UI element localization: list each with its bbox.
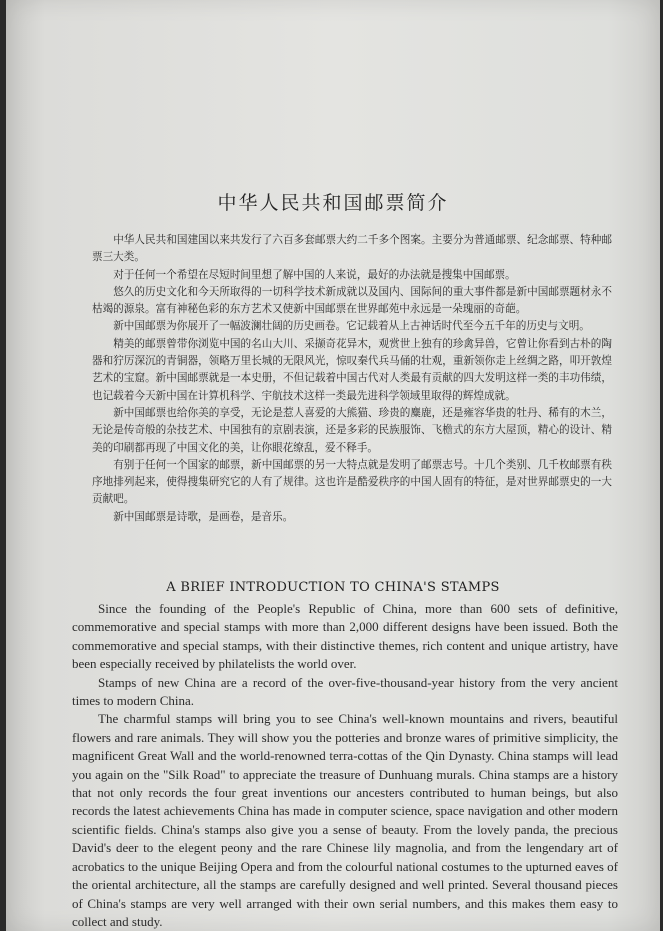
chinese-title: 中华人民共和国邮票简介 xyxy=(217,192,449,214)
en-paragraph-2: Stamps of new China are a record of the over-five-thousand-year history from the very ancient times to modern China. xyxy=(72,674,618,709)
zh-paragraph-6: 新中国邮票也给你美的享受，无论是惹人喜爱的大熊猫、珍贵的麋鹿，还是雍容华贵的牡丹、稀有的木兰，无论是传奇般的杂技艺术、中国独有的京剧表演，还是多彩的民族服饰、飞檐式的东方大屋顶，精心的设计、精美的印刷都再现了中国文化的美，让你眼花缭乱，爱不释手。 xyxy=(92,406,612,454)
zh-paragraph-2: 对于任何一个希望在尽短时间里想了解中国的人来说，最好的办法就是搜集中国邮票。 xyxy=(113,268,516,281)
en-paragraph-1: Since the founding of the People's Republic of China, more than 600 sets of definitive, commemorative and special stamps with more than 2,000 different designs have been issued. Both the commemorative and special stamps, with their distinctive themes, rich content and unique artistry, have been especially received by philatelists the world over. xyxy=(72,601,618,672)
en-paragraph-3: The charmful stamps will bring you to see China's well-known mountains and rivers, beautiful flowers and rare animals. They will show you the potteries and bronze wares of primitive simplicity, the magnificent Great Wall and the world-renowned terra-cottas of the Qin Dynasty. China stamps will lead you again on the "Silk Road" to appreciate the treasure of Dunhuang murals. China stamps are a history that not only records the four great inventions our ancesters contributed to human beings, but also records the latest achievements China has made in computer science, space navigation and other modern scientific fields. China's stamps also give you a sense of beauty. From the lovely panda, the precious David's deer to the elegent peony and the rare Chinese lily magnolia, and from the lengendary art of acrobatics to the unique Beijing Opera and from the colourful national costumes to the upturned eaves of the oriental architecture, all the stamps are carefully designed and well printed. Several thousand pieces of China's stamps are very well arranged with their own serial numbers, and this makes them easy to collect and study. xyxy=(72,711,618,929)
zh-paragraph-3: 悠久的历史文化和今天所取得的一切科学技术新成就以及国内、国际间的重大事件都是新中国邮票题材永不枯竭的源泉。富有神秘色彩的东方艺术又使新中国邮票在世界邮苑中永远是一朵瑰丽的奇葩。 xyxy=(92,285,612,316)
zh-paragraph-7: 有别于任何一个国家的邮票，新中国邮票的另一大特点就是发明了邮票志号。十几个类别、几千枚邮票有秩序地排列起来，使得搜集研究它的人有了规律。这也许是酷爱秩序的中国人固有的特征，是对世界邮票史的一大贡献吧。 xyxy=(92,458,612,506)
english-body xyxy=(72,600,618,931)
zh-paragraph-8: 新中国邮票是诗歌，是画卷，是音乐。 xyxy=(113,510,294,523)
zh-paragraph-1: 中华人民共和国建国以来共发行了六百多套邮票大约二千多个图案。主要分为普通邮票、纪念邮票、特种邮票三大类。 xyxy=(92,234,612,264)
english-title: A BRIEF INTRODUCTION TO CHINA'S STAMPS xyxy=(166,580,500,595)
page-sheet xyxy=(6,0,660,931)
zh-paragraph-4: 新中国邮票为你展开了一幅波澜壮阔的历史画卷。它记载着从上古神话时代至今五千年的历史与文明。 xyxy=(113,320,590,333)
chinese-body xyxy=(92,232,612,526)
zh-paragraph-5: 精美的邮票曾带你浏览中国的名山大川、采撷奇花异木，观赏世上独有的珍禽异兽，它曾让你看到古朴的陶器和狞厉深沉的青铜器，领略万里长城的无限风光，惊叹秦代兵马俑的壮观，重新领你走上丝绸之路，叩开敦煌艺术的宝窟。新中国邮票就是一本史册，不但记载着中国古代对人类最有贡献的四大发明这样一类的丰功伟绩，也记载着今天新中国在计算机科学、宇航技术这样一类最先进科学领域里取得的辉煌成就。 xyxy=(92,337,612,402)
